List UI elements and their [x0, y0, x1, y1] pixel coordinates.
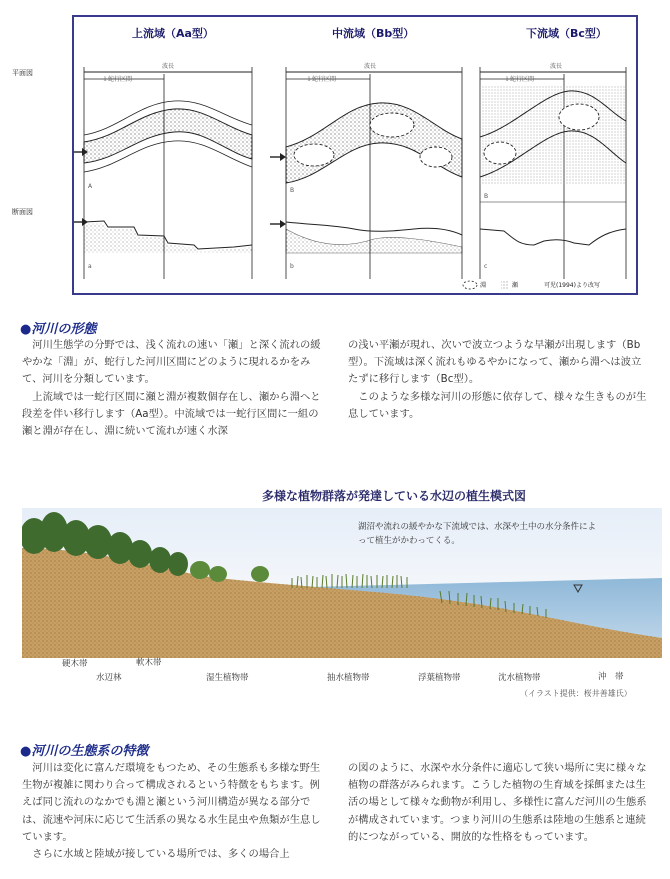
illustration-credit: （イラスト提供：桜井善雄氏） [520, 689, 632, 698]
section1-right-column [348, 337, 648, 423]
paragraph: さらに水域と陸域が接している場所では、多くの場合上 [32, 848, 290, 861]
paragraph: 上流域では一蛇行区間に瀬と淵が複数個存在し、瀬から淵へと段差を伴い移行します（Aa型）。中流域では一蛇行区間に一組の瀬と淵が存在し、淵に続いて流れが速く水深 [22, 390, 321, 438]
panel-title-lower: 下流域（Bc型） [526, 27, 607, 40]
panel-upper [74, 67, 252, 279]
paragraph: 河川生態学の分野では、浅く流れの速い「瀬」と深く流れの緩やかな「淵」が、蛇行した河川区間にどのように現れるかをみて、河川を分類しています。 [22, 339, 321, 386]
label-softwood: 軟木帯 [136, 658, 162, 668]
section2-right-column [348, 760, 648, 846]
section1-left-column [22, 337, 322, 440]
section-letter-middle: b [290, 263, 294, 270]
section-letter-lower: c [484, 263, 488, 270]
plan-letter-middle: B [290, 187, 295, 194]
row-label-plan: 平面図 [12, 69, 33, 77]
meander-label-upper: １蛇行区間 [102, 76, 133, 83]
label-submerged: 沈水植物帯 [498, 673, 541, 683]
meander-label-lower: １蛇行区間 [504, 76, 535, 83]
plan-letter-upper: A [88, 183, 93, 190]
panel-title-upper: 上流域（Aa型） [132, 27, 214, 40]
plan-letter-lower: B [484, 193, 489, 200]
label-waterside-forest: 水辺林 [96, 673, 122, 683]
label-offshore: 沖 帯 [598, 672, 624, 682]
wavelength-label-upper: 波長 [162, 63, 175, 70]
section-title-ecosystem: ●河川の生態系の特徴 [20, 744, 149, 759]
label-wet-plants: 湿生植物帯 [206, 673, 249, 683]
river-type-diagram [74, 17, 636, 293]
panel-lower [480, 67, 626, 279]
label-hardwood: 硬木帯 [62, 659, 88, 669]
paragraph: このような多様な河川の形態に依存して、様々な生きものが生息しています。 [348, 390, 647, 420]
section2-left-column [22, 760, 322, 863]
legend-riffle-label: 瀬 [512, 282, 519, 289]
section-letter-upper: a [88, 263, 92, 270]
panel-middle [270, 67, 462, 279]
vegetation-diagram-title: 多様な植物群落が発達している水辺の植生模式図 [262, 489, 527, 503]
wavelength-label-lower: 波長 [550, 63, 563, 70]
label-floating: 浮葉植物帯 [418, 673, 461, 683]
paragraph: 河川は変化に富んだ環境をもつため、その生態系も多様な野生生物が複雑に関わり合って構成されるという特徴をもちます。例えば同じ流れのなかでも淵と瀬という河川構造が異なる部分では、流速や河床に応じて生活系の異なる水生昆虫や魚類が生息しています。 [22, 762, 321, 843]
figure-source: 可児(1994)より改写 [544, 282, 600, 289]
river-type-figure [12, 15, 638, 295]
meander-label-middle: １蛇行区間 [306, 76, 337, 83]
label-emergent: 抽水植物帯 [327, 673, 370, 683]
paragraph: の浅い平瀬が現れ、次いで波立つような早瀬が出現します（Bb型）。下流域は深く流れもゆるやかになって、瀬から淵へは波立たずに移行します（Bc型）。 [348, 339, 642, 386]
wavelength-label-middle: 波長 [364, 63, 377, 70]
row-label-section: 断面図 [12, 208, 33, 216]
paragraph: の図のように、水深や水分条件に適応して狭い場所に実に様々な植物の群落がみられます。こうした植物の生育域を採餌または生活の場として様々な動物が利用し、多様性に富んだ河川の生態系が構成されています。つまり河川の生態系は陸地の生態系と連続的につながっている、開放的な性格をもっています。 [348, 762, 647, 843]
legend-pool-label: 淵 [480, 282, 487, 289]
section-title-river-form: ●河川の形態 [20, 322, 97, 337]
vegetation-callout: 湖沼や流れの緩やかな下流域では、水深や土中の水分条件によって植生がかわってくる。 [358, 522, 597, 546]
panel-title-middle: 中流域（Bb型） [332, 27, 415, 40]
